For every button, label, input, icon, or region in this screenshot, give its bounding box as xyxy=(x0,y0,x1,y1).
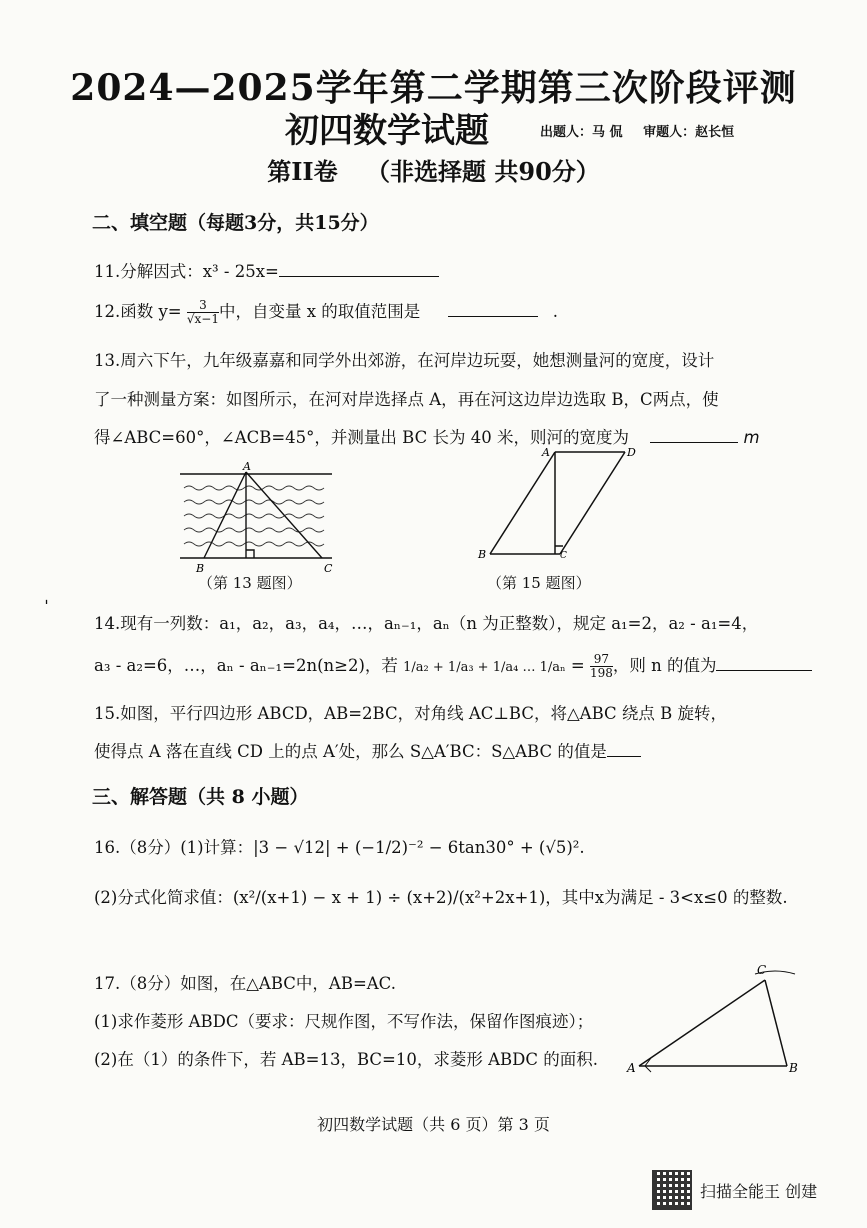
q12-denominator: √x−1 xyxy=(186,312,219,326)
fig15-label-C: C xyxy=(560,551,567,561)
q14-result-fraction xyxy=(590,653,613,680)
q14-equals: = xyxy=(570,656,585,675)
q11-text: 11.分解因式：x³ - 25x= xyxy=(94,262,279,281)
margin-mark: ˌ xyxy=(44,586,49,607)
section2-heading: 二、填空题（每题3分，共15分） xyxy=(92,212,379,234)
fig15-label-D: D xyxy=(627,446,636,459)
figure-15-parallelogram xyxy=(470,442,650,567)
q14-line2-a: a₃ - a₂=6，…，aₙ - aₙ₋₁=2n(n≥2)，若 xyxy=(94,656,398,675)
fig13-label-A: A xyxy=(243,460,251,473)
q14-result-numerator: 97 xyxy=(590,653,613,667)
q12-text-a: 12.函数 y= xyxy=(94,302,182,321)
fig15-label-B: B xyxy=(478,548,487,561)
question-16-part2: (2)分式化简求值：(x²/(x+1) − x + 1) ÷ (x+2)/(x²+2x+1)，其中x为满足 - 3<x≤0 的整数. xyxy=(94,888,788,907)
q14-line2 xyxy=(94,652,812,680)
qr-code-icon xyxy=(652,1170,692,1210)
q14-answer-blank[interactable] xyxy=(716,656,812,671)
q12-numerator: 3 xyxy=(187,299,219,313)
q13-line2: 了一种测量方案：如图所示，在河对岸选择点 A，再在河这边岸边选取 B，C两点，使 xyxy=(94,390,719,409)
exam-title: 2024—2025学年第二学期第三次阶段评测 xyxy=(70,67,797,109)
fig17-label-B: B xyxy=(789,1061,798,1075)
q15-answer-blank[interactable] xyxy=(607,742,641,757)
q13-line3-text: 得∠ABC=60°，∠ACB=45°，并测量出 BC 长为 40 米，则河的宽度为 xyxy=(94,428,629,447)
fig13-label-B: B xyxy=(196,562,205,575)
volume-heading xyxy=(0,152,867,187)
fig13-label-C: C xyxy=(324,562,333,575)
question-17-intro: 17.（8分）如图，在△ABC中，AB=AC. xyxy=(94,974,396,993)
q12-fraction xyxy=(187,299,219,326)
question-17-part2: (2)在（1）的条件下，若 AB=13，BC=10，求菱形 ABDC 的面积. xyxy=(94,1050,598,1069)
q12-end: . xyxy=(552,302,559,321)
q11-answer-blank[interactable] xyxy=(279,262,439,277)
fig17-label-A: A xyxy=(627,1061,636,1075)
q13-unit: m xyxy=(743,428,760,447)
section3-heading: 三、解答题（共 8 小题） xyxy=(92,786,309,808)
q14-line1: 14.现有一列数：a₁，a₂，a₃，a₄，…，aₙ₋₁，aₙ（n 为正整数），规定 a₁=2，a₂ - a₁=4， xyxy=(94,614,759,633)
question-12 xyxy=(94,298,558,326)
question-11 xyxy=(94,258,439,282)
scanner-watermark xyxy=(652,1170,817,1210)
q13-line1: 13.周六下午，九年级嘉嘉和同学外出郊游，在河岸边玩耍，她想测量河的宽度，设计 xyxy=(94,351,715,370)
figure-17-triangle xyxy=(625,962,805,1077)
q15-line2 xyxy=(94,738,641,762)
page-footer: 初四数学试题（共 6 页）第 3 页 xyxy=(317,1115,550,1134)
q12-text-b: 中，自变量 x 的取值范围是 xyxy=(219,302,421,321)
fig13-caption: （第 13 题图） xyxy=(198,574,302,592)
q14-result-denominator: 198 xyxy=(589,666,613,680)
q15-line2-text: 使得点 A 落在直线 CD 上的点 A′处，那么 S△A′BC：S△ABC 的值是 xyxy=(94,742,607,761)
reviewer: 审题人：赵长恒 xyxy=(643,125,735,140)
q13-answer-blank[interactable] xyxy=(650,428,738,443)
q14-fraction-sum: 1/a₂ + 1/a₃ + 1/a₄ … 1/aₙ xyxy=(403,660,566,675)
q12-answer-blank[interactable] xyxy=(448,302,538,317)
q15-line1: 15.如图，平行四边形 ABCD，AB=2BC，对角线 AC⊥BC，将△ABC 绕点 B 旋转， xyxy=(94,704,727,723)
volume-label: 第II卷 xyxy=(267,157,338,186)
parallelogram-abcd xyxy=(490,452,625,554)
triangle-abc-17 xyxy=(639,971,795,1072)
fig15-caption: （第 15 题图） xyxy=(487,574,591,592)
figure-13-river xyxy=(176,460,336,580)
volume-note: （非选择题 共90分） xyxy=(366,157,600,186)
q14-line2-b: ，则 n 的值为 xyxy=(612,656,717,675)
scanner-text: 扫描全能王 创建 xyxy=(700,1181,818,1201)
q13-line3 xyxy=(94,424,760,448)
question-16-part1: 16.（8分）(1)计算：|3 − √12| + (−1/2)⁻² − 6tan30° + (√5)². xyxy=(94,838,585,857)
question-17-part1: (1)求作菱形 ABDC（要求：尺规作图，不写作法，保留作图痕迹）； xyxy=(94,1012,594,1031)
fig15-label-A: A xyxy=(542,446,550,459)
exam-subtitle: 初四数学试题 xyxy=(285,111,489,151)
authors xyxy=(540,121,750,140)
setter: 出题人：马 侃 xyxy=(540,125,623,140)
fig17-label-C: C xyxy=(757,963,767,977)
